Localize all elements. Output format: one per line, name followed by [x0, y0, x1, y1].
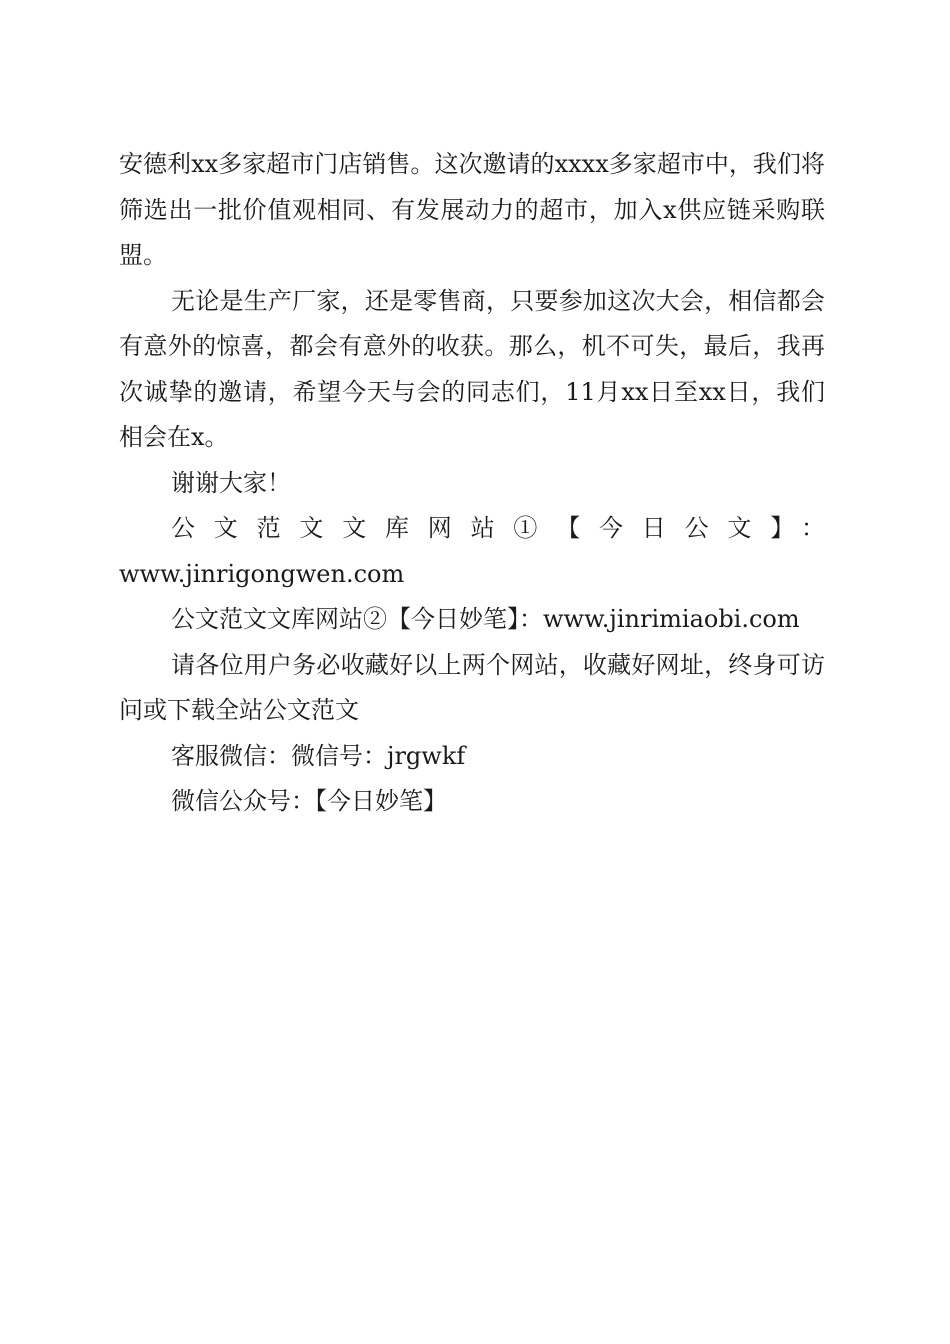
paragraph-supermarket-alliance: 安德利xx多家超市门店销售。这次邀请的xxxx多家超市中，我们将筛选出一批价值观相同、有发展动力的超市，加入x供应链采购联盟。 [119, 150, 825, 269]
paragraph-notice: 请各位用户务必收藏好以上两个网站，收藏好网址，终身可访问或下载全站公文范文 [119, 650, 825, 724]
wechat-account-line: 微信公众号：【今日妙笔】 [171, 787, 447, 815]
document-body [119, 142, 825, 825]
site-1-label: 公文范文文库网站①【今日公文】： [171, 514, 825, 542]
customer-service-line: 客服微信：微信号：jrgwkf [171, 741, 466, 770]
paragraph-thanks: 谢谢大家！ [171, 468, 291, 497]
site-2-line: 公文范文文库网站②【今日妙笔】：www.jinrimiaobi.com [171, 605, 800, 633]
paragraph-invitation: 无论是生产厂家，还是零售商，只要参加这次大会，相信都会有意外的惊喜，都会有意外的收获。那么，机不可失，最后，我再次诚挚的邀请，希望今天与会的同志们，11月xx日至xx日，我们相会在x。 [119, 286, 825, 451]
site-1-url: www.jinrigongwen.com [119, 559, 405, 588]
